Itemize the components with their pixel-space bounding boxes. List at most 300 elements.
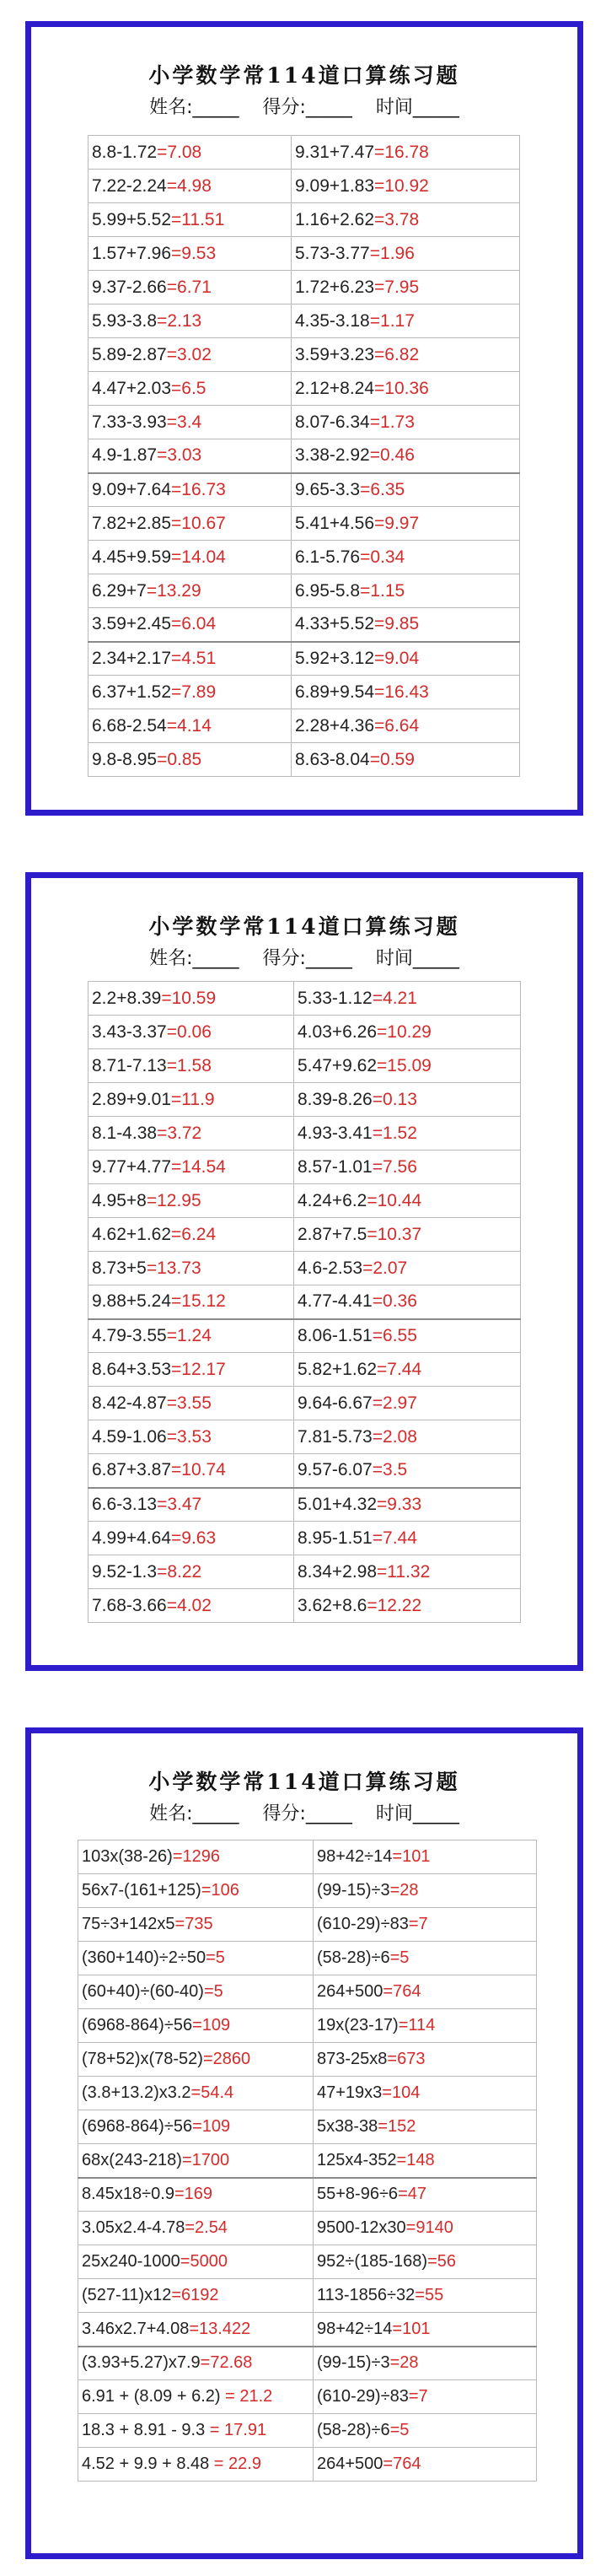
problem-answer: =13.422: [189, 2319, 251, 2338]
problem-cell: [314, 1874, 537, 1908]
worksheet-1: [25, 21, 583, 816]
problem-cell: [88, 743, 292, 777]
problem-expression: 6.89+9.54: [295, 682, 375, 702]
problem-cell: [78, 2144, 314, 2178]
problem-expression: 7.33-3.93: [92, 412, 167, 432]
problem-cell: [88, 1049, 294, 1083]
problem-expression: 4.35-3.18: [295, 310, 370, 331]
problem-expression: 4.24+6.2: [298, 1190, 367, 1210]
problem-expression: (6968-864)÷56: [82, 2117, 193, 2136]
problem-answer: =4.98: [166, 175, 212, 196]
problem-answer: =14.54: [171, 1156, 226, 1177]
problem-answer: =2.97: [372, 1393, 417, 1413]
problem-expression: 3.59+3.23: [295, 344, 375, 364]
problem-expression: 68x(243-218): [82, 2150, 182, 2169]
table-row: [88, 203, 520, 237]
table-row: [88, 676, 520, 709]
problem-expression: (3.8+13.2)x3.2: [82, 2083, 191, 2102]
problem-answer: =1296: [172, 1847, 221, 1866]
problem-cell: [88, 271, 292, 304]
table-row: [78, 2279, 537, 2313]
problem-expression: 8.39-8.26: [298, 1089, 373, 1109]
problem-expression: 6.91 + (8.09 + 6.2): [82, 2387, 221, 2406]
problem-cell: [88, 1016, 294, 1049]
problem-expression: 1.16+2.62: [295, 209, 375, 229]
problem-cell: [292, 642, 520, 676]
problem-cell: [88, 1488, 294, 1522]
problem-expression: 5.73-3.77: [295, 243, 370, 263]
problem-cell: [88, 541, 292, 574]
problem-answer: =101: [392, 1847, 431, 1866]
problem-expression: 1.72+6.23: [295, 277, 375, 297]
table-row: [88, 1285, 521, 1319]
table-row: [88, 1049, 521, 1083]
problem-answer: =2860: [202, 2050, 251, 2068]
problem-cell: [292, 203, 520, 237]
problem-cell: [88, 982, 294, 1016]
problem-expression: 8.73+5: [92, 1258, 147, 1278]
problem-answer: =152: [378, 2117, 416, 2136]
problem-expression: 2.89+9.01: [92, 1089, 172, 1109]
problem-answer: =15.09: [377, 1055, 432, 1075]
problem-cell: [88, 1420, 294, 1454]
table-row: [78, 2110, 537, 2144]
problem-answer: =7.89: [171, 682, 217, 702]
table-row: [88, 608, 520, 642]
problem-answer: =106: [201, 1881, 239, 1900]
problem-answer: =6.71: [166, 277, 212, 297]
table-row: [78, 1874, 537, 1908]
table-row: [88, 1387, 521, 1420]
table-row: [78, 2380, 537, 2414]
problem-answer: =54.4: [190, 2083, 234, 2102]
table-row: [88, 709, 520, 743]
problem-table: [88, 135, 520, 777]
problem-expression: 98+42÷14: [317, 1847, 393, 1866]
problem-answer: =3.02: [166, 344, 212, 364]
problem-cell: [78, 2347, 314, 2380]
problem-answer: =5: [203, 1982, 223, 2001]
problem-expression: 4.62+1.62: [92, 1224, 172, 1244]
problem-cell: [88, 507, 292, 541]
problem-answer: =104: [382, 2083, 421, 2102]
problem-answer: =12.95: [146, 1190, 201, 1210]
problem-answer: =2.07: [362, 1258, 408, 1278]
problem-cell: [294, 1083, 521, 1117]
problem-expression: 4.95+8: [92, 1190, 147, 1210]
problem-cell: [292, 170, 520, 203]
problem-cell: [88, 1184, 294, 1218]
table-row: [88, 136, 520, 170]
problem-answer: =13.29: [146, 580, 201, 601]
problem-expression: 8.63-8.04: [295, 749, 370, 769]
problem-expression: 952÷(185-168): [317, 2252, 428, 2271]
problem-expression: 5x38-38: [317, 2117, 378, 2136]
problem-cell: [88, 1151, 294, 1184]
table-row: [88, 982, 521, 1016]
problem-expression: 8.1-4.38: [92, 1123, 158, 1143]
problem-expression: 5.82+1.62: [298, 1359, 378, 1379]
problem-answer: =0.06: [166, 1021, 212, 1042]
problem-cell: [314, 2414, 537, 2448]
problem-expression: 9.52-1.3: [92, 1561, 158, 1582]
problem-expression: 2.12+8.24: [295, 378, 375, 398]
problem-answer: =9.63: [171, 1528, 217, 1548]
problem-cell: [292, 608, 520, 642]
problem-expression: 9.09+1.83: [295, 175, 375, 196]
problem-expression: 8.8-1.72: [92, 142, 158, 162]
problem-cell: [88, 1555, 294, 1589]
problem-cell: [292, 507, 520, 541]
problem-expression: 5.93-3.8: [92, 310, 158, 331]
problem-expression: 6.29+7: [92, 580, 147, 601]
problem-answer: =7.95: [374, 277, 420, 297]
problem-answer: =11.9: [171, 1089, 215, 1109]
problem-answer: =10.92: [374, 175, 429, 196]
table-row: [78, 2347, 537, 2380]
problem-cell: [88, 1252, 294, 1285]
problem-cell: [294, 1218, 521, 1252]
problem-answer: =47: [398, 2185, 426, 2204]
table-row: [78, 2313, 537, 2347]
problem-cell: [78, 1975, 314, 2009]
problem-expression: 1.57+7.96: [92, 243, 172, 263]
problem-answer: =764: [383, 2455, 421, 2473]
problem-answer: =4.14: [166, 715, 212, 736]
problem-cell: [88, 709, 292, 743]
problem-answer: =10.67: [171, 513, 226, 533]
problem-expression: 9.64-6.67: [298, 1393, 373, 1413]
problem-cell: [314, 2380, 537, 2414]
problem-expression: (78+52)x(78-52): [82, 2050, 203, 2068]
problem-answer: =3.03: [157, 445, 202, 466]
problem-expression: 9.65-3.3: [295, 479, 361, 499]
problem-answer: =7.56: [372, 1156, 417, 1177]
problem-expression: (58-28)÷6: [317, 2421, 390, 2439]
problem-expression: 9.77+4.77: [92, 1156, 172, 1177]
problem-expression: 113-1856÷32: [317, 2286, 416, 2304]
table-row: [88, 1151, 521, 1184]
table-row: [88, 1184, 521, 1218]
problem-cell: [88, 642, 292, 676]
table-row: [88, 1252, 521, 1285]
table-row: [88, 1218, 521, 1252]
problem-expression: 4.6-2.53: [298, 1258, 363, 1278]
table-row: [88, 372, 520, 406]
table-row: [88, 1319, 521, 1353]
table-row: [88, 1353, 521, 1387]
problem-cell: [294, 1117, 521, 1151]
problem-answer: =11.32: [377, 1561, 431, 1582]
problem-expression: 5.92+3.12: [295, 648, 375, 668]
problem-cell: [78, 2110, 314, 2144]
problem-expression: 7.22-2.24: [92, 175, 167, 196]
problem-answer: =7.08: [157, 142, 202, 162]
problem-answer: =16.43: [374, 682, 429, 702]
problem-cell: [88, 1218, 294, 1252]
problem-answer: =6.82: [374, 344, 420, 364]
problem-expression: (99-15)÷3: [317, 2353, 390, 2373]
problem-cell: [294, 1319, 521, 1353]
problem-cell: [294, 1420, 521, 1454]
problem-expression: 4.47+2.03: [92, 378, 172, 398]
problem-answer: =764: [383, 1982, 421, 2001]
table-row: [88, 743, 520, 777]
table-row: [78, 1908, 537, 1942]
problem-cell: [88, 1387, 294, 1420]
worksheet-2: [25, 872, 583, 1671]
problem-cell: [292, 439, 520, 473]
problem-expression: 6.37+1.52: [92, 682, 172, 702]
problem-cell: [314, 2009, 537, 2043]
problem-expression: (360+140)÷2÷50: [82, 1948, 206, 1967]
table-row: [88, 574, 520, 608]
problem-answer: =72.68: [200, 2353, 253, 2373]
problem-expression: (610-29)÷83: [317, 1915, 409, 1933]
problem-cell: [294, 1016, 521, 1049]
problem-expression: (610-29)÷83: [317, 2387, 409, 2406]
problem-answer: =13.73: [146, 1258, 201, 1278]
problem-answer: =15.12: [171, 1291, 226, 1312]
table-row: [88, 473, 520, 507]
problem-expression: 6.95-5.8: [295, 580, 361, 601]
problem-answer: =6.64: [374, 715, 420, 736]
problem-answer: =2.54: [185, 2218, 228, 2237]
problem-cell: [292, 271, 520, 304]
problem-answer: =10.37: [367, 1224, 422, 1244]
problem-answer: =12.17: [171, 1359, 226, 1379]
problem-cell: [292, 136, 520, 170]
problem-answer: =8.22: [157, 1561, 202, 1582]
problem-cell: [294, 1252, 521, 1285]
student-info-line: 姓名:_____ 得分:_____ 时间_____: [149, 97, 459, 118]
problem-expression: 3.43-3.37: [92, 1021, 167, 1042]
problem-cell: [292, 338, 520, 372]
problem-cell: [294, 1488, 521, 1522]
problem-cell: [88, 338, 292, 372]
problem-expression: 9.31+7.47: [295, 142, 375, 162]
problem-answer: =14.04: [171, 547, 226, 567]
problem-expression: 8.71-7.13: [92, 1055, 167, 1075]
problem-expression: 3.38-2.92: [295, 445, 370, 466]
problem-cell: [88, 136, 292, 170]
problem-cell: [314, 2313, 537, 2347]
problem-expression: 55+8-96÷6: [317, 2185, 399, 2204]
problem-cell: [88, 1353, 294, 1387]
problem-cell: [314, 2077, 537, 2110]
student-info-line: 姓名:_____ 得分:_____ 时间_____: [149, 1803, 459, 1824]
problem-cell: [294, 982, 521, 1016]
problem-expression: 4.45+9.59: [92, 547, 172, 567]
problem-expression: 8.06-1.51: [298, 1325, 373, 1345]
problem-expression: 47+19x3: [317, 2083, 383, 2102]
problem-answer: =673: [387, 2050, 426, 2068]
problem-expression: 6.1-5.76: [295, 547, 361, 567]
problem-expression: 4.99+4.64: [92, 1528, 172, 1548]
problem-answer: =10.29: [377, 1021, 432, 1042]
problem-expression: (99-15)÷3: [317, 1881, 390, 1900]
problem-cell: [88, 608, 292, 642]
problem-expression: 5.33-1.12: [298, 988, 373, 1008]
table-row: [78, 1840, 537, 1874]
problem-expression: 8.07-6.34: [295, 412, 370, 432]
problem-answer: =9.53: [171, 243, 217, 263]
problem-answer: =5: [389, 1948, 410, 1967]
table-row: [88, 1454, 521, 1488]
problem-answer: =7.44: [377, 1359, 422, 1379]
problem-expression: 25x240-1000: [82, 2252, 180, 2271]
table-row: [88, 1589, 521, 1623]
problem-table: [88, 981, 521, 1623]
problem-cell: [78, 2178, 314, 2212]
problem-cell: [88, 676, 292, 709]
problem-cell: [78, 2279, 314, 2313]
problem-cell: [78, 2077, 314, 2110]
problem-expression: 103x(38-26): [82, 1847, 173, 1866]
problem-cell: [88, 237, 292, 271]
table-row: [78, 2178, 537, 2212]
problem-answer: =3.78: [374, 209, 420, 229]
problem-answer: =6.04: [171, 614, 217, 634]
problem-answer: =16.73: [171, 479, 226, 499]
table-row: [78, 1942, 537, 1975]
problem-answer: =9140: [405, 2218, 453, 2237]
problem-expression: 8.64+3.53: [92, 1359, 172, 1379]
problem-expression: 6.87+3.87: [92, 1460, 172, 1480]
problem-cell: [292, 541, 520, 574]
table-row: [88, 1555, 521, 1589]
problem-cell: [314, 2043, 537, 2077]
problem-expression: 19x(23-17): [317, 2016, 399, 2034]
problem-expression: 2.2+8.39: [92, 988, 162, 1008]
problem-answer: =7.44: [372, 1528, 417, 1548]
problem-answer: =109: [192, 2117, 231, 2136]
problem-answer: =3.53: [166, 1426, 212, 1447]
problem-answer: =148: [396, 2150, 435, 2169]
table-row: [78, 2245, 537, 2279]
problem-expression: 9.37-2.66: [92, 277, 167, 297]
problem-cell: [294, 1353, 521, 1387]
problem-answer: =101: [392, 2319, 431, 2338]
problem-cell: [88, 304, 292, 338]
table-row: [88, 1117, 521, 1151]
worksheet-title: 小学数学常114道口算练习题: [148, 63, 460, 88]
problem-expression: 6.68-2.54: [92, 715, 167, 736]
table-row: [88, 541, 520, 574]
problem-answer: =3.4: [166, 412, 202, 432]
problem-cell: [314, 2448, 537, 2482]
problem-cell: [78, 2448, 314, 2482]
problem-cell: [314, 1840, 537, 1874]
problem-cell: [88, 1117, 294, 1151]
table-row: [88, 237, 520, 271]
problem-cell: [292, 406, 520, 439]
problem-answer: =16.78: [374, 142, 429, 162]
table-row: [78, 2009, 537, 2043]
problem-expression: 5.89-2.87: [92, 344, 167, 364]
problem-cell: [78, 2414, 314, 2448]
student-info-line: 姓名:_____ 得分:_____ 时间_____: [149, 948, 459, 969]
problem-cell: [88, 1083, 294, 1117]
problem-answer: =0.13: [372, 1089, 417, 1109]
problem-cell: [88, 203, 292, 237]
problem-expression: 18.3 + 8.91 - 9.3: [82, 2421, 206, 2439]
problem-answer: =28: [389, 2353, 419, 2373]
table-row: [78, 2077, 537, 2110]
problem-cell: [292, 372, 520, 406]
problem-answer: =9.33: [377, 1494, 422, 1514]
problem-answer: =56: [427, 2252, 457, 2271]
problem-cell: [294, 1454, 521, 1488]
problem-answer: =114: [398, 2016, 436, 2034]
problem-cell: [314, 2245, 537, 2279]
worksheet-title: 小学数学常114道口算练习题: [148, 1770, 460, 1794]
table-row: [88, 170, 520, 203]
table-row: [78, 2144, 537, 2178]
problem-expression: 5.41+4.56: [295, 513, 375, 533]
problem-cell: [78, 2380, 314, 2414]
problem-cell: [78, 1874, 314, 1908]
problem-cell: [78, 1942, 314, 1975]
problem-expression: 4.59-1.06: [92, 1426, 167, 1447]
problem-expression: 3.62+8.6: [298, 1595, 367, 1615]
problem-answer: =3.47: [157, 1494, 202, 1514]
problem-answer: =5: [206, 1948, 225, 1967]
problem-answer: =10.36: [374, 378, 429, 398]
problem-cell: [294, 1151, 521, 1184]
problem-expression: 3.46x2.7+4.08: [82, 2319, 190, 2338]
table-row: [88, 1016, 521, 1049]
problem-expression: 2.34+2.17: [92, 648, 172, 668]
problem-expression: (3.93+5.27)x7.9: [82, 2353, 201, 2373]
problem-answer: =3.55: [166, 1393, 212, 1413]
problem-cell: [78, 1908, 314, 1942]
problem-cell: [88, 439, 292, 473]
problem-expression: 4.93-3.41: [298, 1123, 373, 1143]
problem-answer: =0.59: [369, 749, 415, 769]
problem-cell: [78, 2212, 314, 2245]
table-row: [88, 507, 520, 541]
problem-expression: 3.59+2.45: [92, 614, 172, 634]
problem-expression: 264+500: [317, 2455, 383, 2473]
problem-expression: 7.82+2.85: [92, 513, 172, 533]
problem-expression: 3.05x2.4-4.78: [82, 2218, 185, 2237]
problem-expression: 9.8-8.95: [92, 749, 158, 769]
problem-expression: 9500-12x30: [317, 2218, 406, 2237]
problem-expression: 6.6-3.13: [92, 1494, 158, 1514]
problem-answer: =28: [389, 1881, 419, 1900]
problem-expression: 8.45x18÷0.9: [82, 2185, 174, 2204]
problem-expression: 4.9-1.87: [92, 445, 158, 466]
problem-expression: 873-25x8: [317, 2050, 388, 2068]
problem-answer: =12.22: [367, 1595, 422, 1615]
problem-expression: 56x7-(161+125): [82, 1881, 201, 1900]
problem-cell: [294, 1522, 521, 1555]
problem-cell: [314, 2178, 537, 2212]
table-row: [88, 1083, 521, 1117]
problem-cell: [314, 2144, 537, 2178]
problem-expression: (60+40)÷(60-40): [82, 1982, 204, 2001]
table-row: [88, 338, 520, 372]
problem-expression: (6968-864)÷56: [82, 2016, 193, 2034]
problem-cell: [294, 1184, 521, 1218]
problem-expression: 8.42-4.87: [92, 1393, 167, 1413]
problem-cell: [78, 2313, 314, 2347]
problem-answer: =0.34: [360, 547, 405, 567]
problem-cell: [292, 709, 520, 743]
problem-answer: =6.35: [360, 479, 405, 499]
problem-answer: =109: [192, 2016, 231, 2034]
